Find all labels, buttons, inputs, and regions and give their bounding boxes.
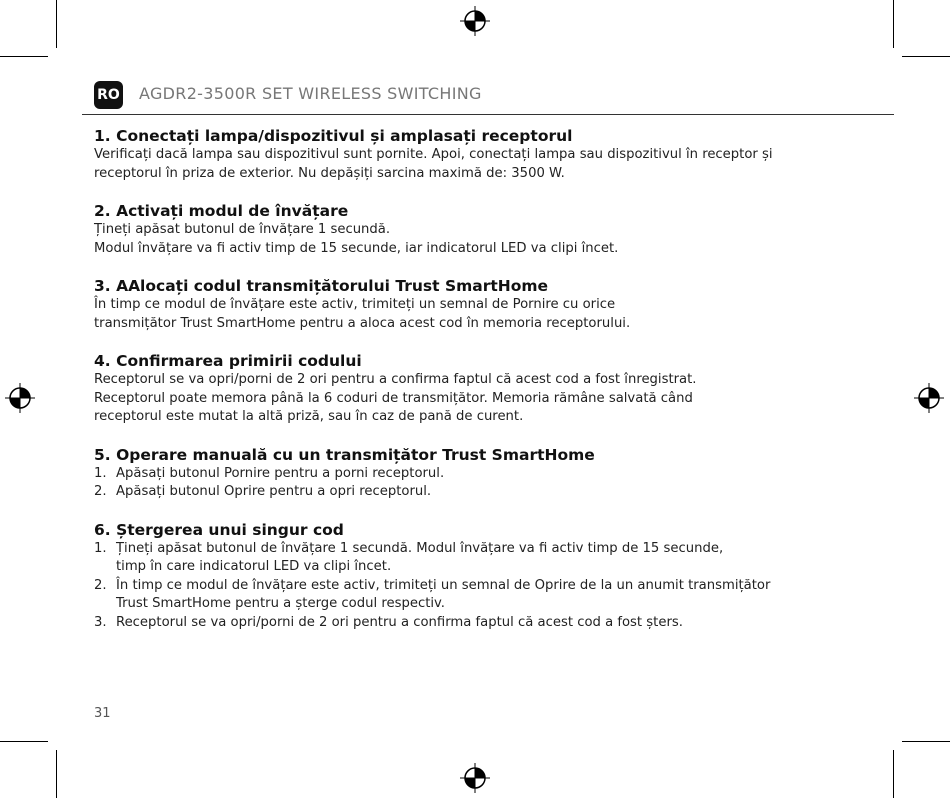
list-number: 2. (94, 484, 107, 499)
list-number: 3. (94, 614, 107, 630)
section-5 (94, 445, 864, 502)
section-heading: 1. Conectați lampa/dispozitivul și amplasați receptorul (94, 127, 573, 145)
paragraph-line: transmițător Trust SmartHome pentru a aloca acest cod în memoria receptorului. (94, 315, 631, 331)
paragraph-line: Receptorul poate memora până la 6 coduri de transmițător. Memoria rămâne salvată când (94, 390, 693, 406)
registration-mark-icon (914, 383, 944, 413)
section-heading: 3. AAlocați codul transmițătorului Trust SmartHome (94, 277, 549, 295)
numbered-list (94, 540, 864, 633)
crop-mark (902, 741, 950, 742)
list-number: 1. (94, 465, 107, 481)
crop-mark (893, 0, 894, 48)
section-heading: 6. Ștergerea unui singur cod (94, 520, 344, 539)
paragraph-line: Țineți apăsat butonul de învățare 1 secundă. (94, 222, 391, 237)
list-item (94, 483, 864, 502)
paragraph-line: receptorul în priza de exterior. Nu depășiți sarcina maximă de: 3500 W. (94, 165, 565, 181)
list-number: 1. (94, 540, 107, 556)
section-heading: 2. Activați modul de învățare (94, 202, 349, 220)
instructions-content (94, 126, 864, 650)
list-item (94, 577, 864, 614)
list-item-text: Țineți apăsat butonul de învățare 1 secundă. Modul învățare va fi activ timp de 15 secunde, (116, 540, 724, 556)
crop-mark (56, 0, 57, 48)
document-title: AGDR2-3500R SET WIRELESS SWITCHING (139, 84, 482, 103)
page-number: 31 (94, 706, 111, 721)
page-header (94, 80, 894, 110)
paragraph-line: Receptorul se va opri/porni de 2 ori pentru a confirma faptul că acest cod a fost înregistrat. (94, 372, 697, 387)
list-item (94, 465, 864, 484)
section-heading: 5. Operare manuală cu un transmițător Trust SmartHome (94, 445, 595, 464)
section-1 (94, 126, 864, 183)
list-item-text: Receptorul se va opri/porni de 2 ori pentru a confirma faptul că acest cod a fost șters. (116, 614, 683, 630)
list-number: 2. (94, 577, 107, 593)
section-3 (94, 276, 864, 333)
section-heading: 4. Confirmarea primirii codului (94, 352, 362, 370)
section-2 (94, 201, 864, 258)
list-item-text: Apăsați butonul Oprire pentru a opri receptorul. (116, 484, 432, 499)
paragraph-line: receptorul este mutat la altă priză, sau în caz de pană de curent. (94, 409, 524, 424)
list-item-text: Apăsați butonul Pornire pentru a porni receptorul. (116, 465, 445, 481)
crop-mark (0, 741, 48, 742)
language-badge: RO (94, 81, 123, 109)
paragraph-line: În timp ce modul de învățare este activ, trimiteți un semnal de Pornire cu orice (94, 297, 616, 312)
crop-mark (56, 750, 57, 798)
numbered-list (94, 465, 864, 502)
registration-mark-icon (460, 763, 490, 793)
paragraph-line: Modul învățare va fi activ timp de 15 secunde, iar indicatorul LED va clipi încet. (94, 240, 619, 256)
registration-mark-icon (460, 6, 490, 36)
crop-mark (0, 56, 48, 57)
list-item-text: Trust SmartHome pentru a șterge codul respectiv. (116, 596, 445, 611)
list-item (94, 540, 864, 577)
list-item-text: timp în care indicatorul LED va clipi încet. (116, 559, 392, 574)
list-item (94, 614, 864, 633)
section-4 (94, 351, 864, 427)
crop-mark (902, 56, 950, 57)
section-6 (94, 520, 864, 633)
header-divider (82, 114, 894, 115)
crop-mark (893, 750, 894, 798)
list-item-text: În timp ce modul de învățare este activ, trimiteți un semnal de Oprire de la un anumit transmițător (116, 577, 771, 593)
registration-mark-icon (5, 383, 35, 413)
paragraph-line: Verificați dacă lampa sau dispozitivul sunt pornite. Apoi, conectați lampa sau dispozitivul în receptor și (94, 147, 773, 162)
